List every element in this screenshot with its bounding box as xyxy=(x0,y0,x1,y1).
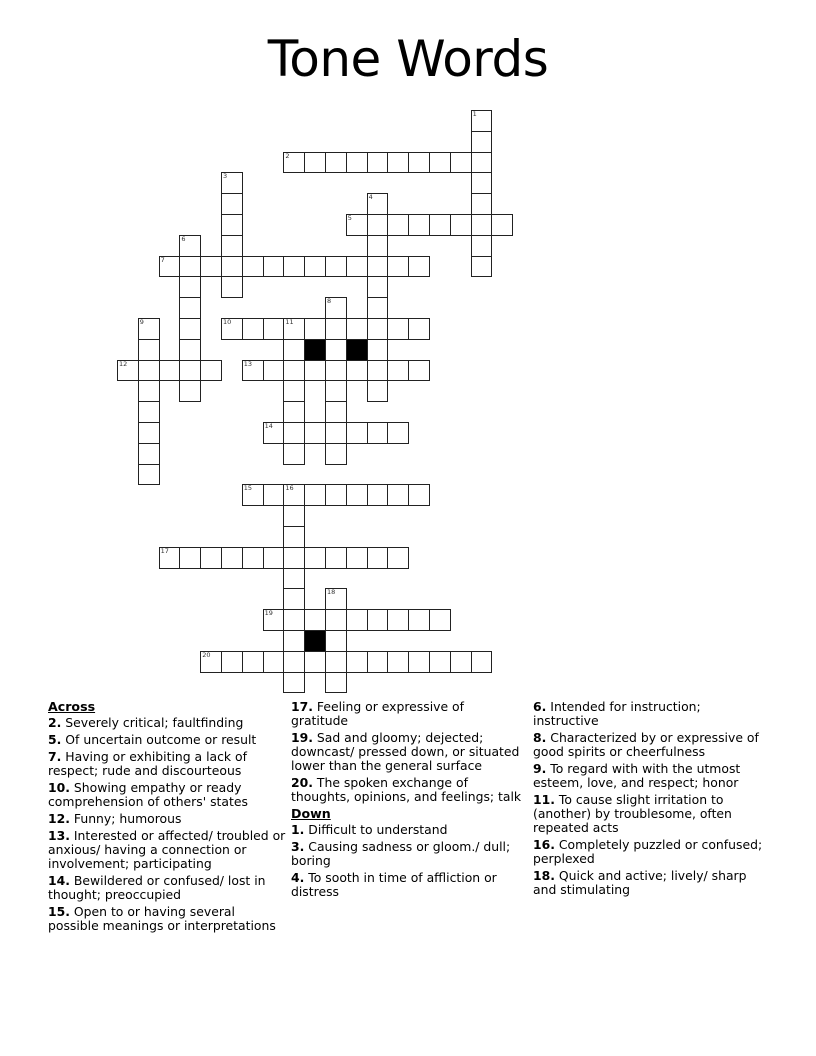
grid-cell[interactable] xyxy=(117,360,139,382)
grid-cell[interactable] xyxy=(138,422,160,444)
grid-cell[interactable] xyxy=(367,360,389,382)
clue-across-20 xyxy=(291,776,523,804)
grid-cell[interactable] xyxy=(408,318,430,340)
clue-number: 3. xyxy=(291,839,305,854)
grid-cell[interactable] xyxy=(367,276,389,298)
clue-down-6 xyxy=(533,700,768,728)
grid-cell[interactable] xyxy=(346,318,368,340)
grid-cell[interactable] xyxy=(283,339,305,361)
clue-number: 16. xyxy=(533,837,555,852)
grid-cell[interactable] xyxy=(346,547,368,569)
grid-cell[interactable] xyxy=(471,256,493,278)
grid-cell[interactable] xyxy=(450,651,472,673)
grid-cell[interactable] xyxy=(304,422,326,444)
clue-number-label: 14 xyxy=(264,422,273,430)
clue-text: The spoken exchange of thoughts, opinions, and feelings; talk xyxy=(291,775,522,804)
grid-cell[interactable] xyxy=(263,609,285,631)
grid-cell[interactable] xyxy=(138,464,160,486)
grid-cell[interactable] xyxy=(242,256,264,278)
page-title: Tone Words xyxy=(267,30,549,88)
grid-cell[interactable] xyxy=(159,547,181,569)
grid-cell[interactable] xyxy=(283,588,305,610)
grid-cell[interactable] xyxy=(304,318,326,340)
clue-down-11 xyxy=(533,793,768,835)
grid-cell[interactable] xyxy=(221,235,243,257)
clue-number-label: 15 xyxy=(243,484,253,493)
grid-cell[interactable] xyxy=(325,256,347,278)
clue-number-label: 7 xyxy=(160,255,165,264)
grid-cell[interactable] xyxy=(346,484,368,506)
grid-cell[interactable] xyxy=(159,360,181,382)
clue-number: 5. xyxy=(48,732,62,747)
grid-cell[interactable] xyxy=(429,609,451,631)
clue-number: 4. xyxy=(291,870,305,885)
grid-cell[interactable] xyxy=(200,256,222,278)
across-heading: Across xyxy=(48,699,96,714)
clue-number: 6. xyxy=(533,699,547,714)
clue-number-label: 12 xyxy=(119,359,128,368)
grid-cell[interactable] xyxy=(283,256,305,278)
clue-number: 18. xyxy=(533,868,555,883)
grid-cell[interactable] xyxy=(387,609,409,631)
grid-cell[interactable] xyxy=(367,235,389,257)
clue-text: Feeling or expressive of gratitude xyxy=(291,699,464,728)
grid-cell[interactable] xyxy=(471,110,493,132)
grid-cell[interactable] xyxy=(283,401,305,423)
grid-cell[interactable] xyxy=(138,318,160,340)
grid-cell[interactable] xyxy=(325,609,347,631)
grid-cell[interactable] xyxy=(242,547,264,569)
grid-cell[interactable] xyxy=(263,547,285,569)
clue-text: Difficult to understand xyxy=(308,822,448,837)
grid-cell[interactable] xyxy=(263,318,285,340)
clue-down-18 xyxy=(533,869,768,897)
grid-cell[interactable] xyxy=(367,380,389,402)
grid-cell[interactable] xyxy=(283,505,305,527)
grid-cell[interactable] xyxy=(367,547,389,569)
grid-cell[interactable] xyxy=(471,131,493,153)
clue-number: 2. xyxy=(48,715,62,730)
clue-down-1 xyxy=(291,823,523,837)
clue-number-label: 10 xyxy=(223,318,232,326)
clue-across-13 xyxy=(48,829,286,871)
clue-text: Having or exhibiting a lack of respect; rude and discourteous xyxy=(48,749,247,778)
grid-cell[interactable] xyxy=(367,256,389,278)
grid-cell[interactable] xyxy=(159,256,181,278)
grid-cell[interactable] xyxy=(283,568,305,590)
clue-down-9 xyxy=(533,762,768,790)
grid-cell[interactable] xyxy=(429,651,451,673)
grid-cell[interactable] xyxy=(408,256,430,278)
clue-number: 10. xyxy=(48,780,70,795)
grid-cell[interactable] xyxy=(367,193,389,215)
grid-cell[interactable] xyxy=(221,651,243,673)
clue-text: Characterized by or expressive of good spirits or cheerfulness xyxy=(533,730,759,759)
clue-number: 20. xyxy=(291,775,313,790)
grid-cell[interactable] xyxy=(200,360,222,382)
clues-column-2 xyxy=(291,700,523,902)
clue-number-label: 9 xyxy=(139,318,144,326)
grid-cell[interactable] xyxy=(200,651,222,673)
grid-cell[interactable] xyxy=(450,152,472,174)
grid-cell[interactable] xyxy=(367,318,389,340)
clue-number-label: 3 xyxy=(223,172,228,181)
grid-cell[interactable] xyxy=(304,152,326,174)
grid-cell[interactable] xyxy=(408,609,430,631)
grid-cell[interactable] xyxy=(346,360,368,382)
grid-cell[interactable] xyxy=(387,360,409,382)
grid-cell[interactable] xyxy=(179,297,201,319)
grid-cell[interactable] xyxy=(200,547,222,569)
clue-text: Severely critical; faultfinding xyxy=(65,715,244,730)
clue-text: To sooth in time of affliction or distress xyxy=(291,870,497,899)
grid-cell[interactable] xyxy=(325,422,347,444)
clue-down-16 xyxy=(533,838,768,866)
clue-across-12 xyxy=(48,812,286,826)
clues-column-3 xyxy=(533,700,768,900)
clue-text: Quick and active; lively/ sharp and stimulating xyxy=(533,868,747,897)
grid-cell[interactable] xyxy=(138,401,160,423)
clue-text: Intended for instruction; instructive xyxy=(533,699,701,728)
clue-number-label: 2 xyxy=(285,151,290,160)
grid-cell[interactable] xyxy=(283,547,305,569)
grid-cell[interactable] xyxy=(471,172,493,194)
grid-cell[interactable] xyxy=(221,172,243,194)
grid-cell[interactable] xyxy=(242,360,264,382)
grid-cell[interactable] xyxy=(429,152,451,174)
grid-cell[interactable] xyxy=(179,547,201,569)
grid-cell[interactable] xyxy=(408,360,430,382)
grid-cell[interactable] xyxy=(471,193,493,215)
grid-cell[interactable] xyxy=(367,297,389,319)
grid-cell[interactable] xyxy=(346,422,368,444)
grid-cell[interactable] xyxy=(221,547,243,569)
clue-text: Interested or affected/ troubled or anxious/ having a connection or involvement; participating xyxy=(48,828,286,871)
grid-cell[interactable] xyxy=(471,651,493,673)
grid-cell[interactable] xyxy=(138,380,160,402)
grid-cell[interactable] xyxy=(325,588,347,610)
grid-cell[interactable] xyxy=(325,297,347,319)
grid-cell[interactable] xyxy=(367,214,389,236)
grid-cell[interactable] xyxy=(408,651,430,673)
clue-across-19 xyxy=(291,731,523,773)
down-heading: Down xyxy=(291,806,331,821)
grid-cell[interactable] xyxy=(367,609,389,631)
grid-cell[interactable] xyxy=(471,214,493,236)
grid-cell[interactable] xyxy=(346,256,368,278)
grid-cell[interactable] xyxy=(325,380,347,402)
grid-cell[interactable] xyxy=(387,484,409,506)
grid-cell[interactable] xyxy=(179,380,201,402)
clue-number: 1. xyxy=(291,822,305,837)
grid-cell[interactable] xyxy=(138,443,160,465)
clue-number: 19. xyxy=(291,730,313,745)
clue-text: To cause slight irritation to (another) by troublesome, often repeated acts xyxy=(533,792,732,835)
clue-down-8 xyxy=(533,731,768,759)
grid-cell[interactable] xyxy=(325,401,347,423)
grid-cell[interactable] xyxy=(283,484,305,506)
grid-cell[interactable] xyxy=(367,651,389,673)
grid-cell[interactable] xyxy=(179,360,201,382)
grid-cell[interactable] xyxy=(283,651,305,673)
grid-cell[interactable] xyxy=(283,526,305,548)
grid-cell[interactable] xyxy=(325,152,347,174)
clue-number: 7. xyxy=(48,749,62,764)
grid-cell[interactable] xyxy=(325,547,347,569)
grid-cell[interactable] xyxy=(283,360,305,382)
grid-cell[interactable] xyxy=(221,318,243,340)
clue-number-label: 6 xyxy=(181,234,186,243)
clue-number-label: 16 xyxy=(285,484,294,493)
grid-cell[interactable] xyxy=(325,443,347,465)
grid-cell[interactable] xyxy=(325,339,347,361)
clue-number: 11. xyxy=(533,792,555,807)
grid-cell[interactable] xyxy=(325,651,347,673)
clues-column-1 xyxy=(48,700,286,936)
clue-number: 14. xyxy=(48,873,70,888)
grid-cell[interactable] xyxy=(138,360,160,382)
grid-cell[interactable] xyxy=(283,672,305,694)
grid-cell[interactable] xyxy=(263,256,285,278)
grid-cell[interactable] xyxy=(283,380,305,402)
grid-cell[interactable] xyxy=(304,256,326,278)
grid-cell[interactable] xyxy=(367,484,389,506)
clue-number-label: 11 xyxy=(285,318,294,326)
clue-number-label: 1 xyxy=(472,110,477,118)
grid-cell[interactable] xyxy=(242,651,264,673)
clue-across-7 xyxy=(48,750,286,778)
grid-cell[interactable] xyxy=(325,630,347,652)
grid-cell[interactable] xyxy=(263,360,285,382)
grid-cell[interactable] xyxy=(242,484,264,506)
clue-text: Showing empathy or ready comprehension of others' states xyxy=(48,780,248,809)
clue-text: Bewildered or confused/ lost in thought; preoccupied xyxy=(48,873,266,902)
grid-cell[interactable] xyxy=(346,609,368,631)
grid-cell[interactable] xyxy=(304,609,326,631)
grid-cell[interactable] xyxy=(346,152,368,174)
clue-number-label: 19 xyxy=(264,609,273,618)
grid-cell[interactable] xyxy=(408,484,430,506)
grid-cell[interactable] xyxy=(263,422,285,444)
grid-cell[interactable] xyxy=(367,422,389,444)
clue-number: 13. xyxy=(48,828,70,843)
grid-cell[interactable] xyxy=(387,318,409,340)
clue-number: 15. xyxy=(48,904,70,919)
grid-cell[interactable] xyxy=(179,276,201,298)
grid-cell[interactable] xyxy=(304,484,326,506)
grid-cell[interactable] xyxy=(429,214,451,236)
clue-across-2 xyxy=(48,716,286,730)
clue-across-14 xyxy=(48,874,286,902)
grid-cell[interactable] xyxy=(179,235,201,257)
black-square xyxy=(304,339,326,361)
grid-cell[interactable] xyxy=(221,193,243,215)
grid-cell[interactable] xyxy=(325,672,347,694)
grid-cell[interactable] xyxy=(387,152,409,174)
grid-cell[interactable] xyxy=(221,256,243,278)
black-square xyxy=(346,339,368,361)
grid-cell[interactable] xyxy=(283,630,305,652)
grid-cell[interactable] xyxy=(346,651,368,673)
clue-number: 17. xyxy=(291,699,313,714)
grid-cell[interactable] xyxy=(367,339,389,361)
clue-text: To regard with with the utmost esteem, love, and respect; honor xyxy=(533,761,741,790)
grid-cell[interactable] xyxy=(263,484,285,506)
grid-cell[interactable] xyxy=(387,256,409,278)
grid-cell[interactable] xyxy=(304,547,326,569)
grid-cell[interactable] xyxy=(408,152,430,174)
grid-cell[interactable] xyxy=(283,152,305,174)
grid-cell[interactable] xyxy=(304,651,326,673)
grid-cell[interactable] xyxy=(283,609,305,631)
grid-cell[interactable] xyxy=(471,152,493,174)
grid-cell[interactable] xyxy=(387,547,409,569)
clue-across-10 xyxy=(48,781,286,809)
grid-cell[interactable] xyxy=(179,318,201,340)
clue-text: Completely puzzled or confused; perplexed xyxy=(533,837,763,866)
grid-cell[interactable] xyxy=(304,360,326,382)
clue-number-label: 8 xyxy=(327,297,332,306)
clue-number-label: 20 xyxy=(202,650,211,659)
grid-cell[interactable] xyxy=(387,651,409,673)
clue-down-4 xyxy=(291,871,523,899)
grid-cell[interactable] xyxy=(491,214,513,236)
grid-cell[interactable] xyxy=(408,214,430,236)
clue-text: Open to or having several possible meanings or interpretations xyxy=(48,904,276,933)
grid-cell[interactable] xyxy=(346,214,368,236)
grid-cell[interactable] xyxy=(387,422,409,444)
clue-across-5 xyxy=(48,733,286,747)
clue-number-label: 4 xyxy=(368,193,373,202)
grid-cell[interactable] xyxy=(387,214,409,236)
clue-number: 8. xyxy=(533,730,547,745)
grid-cell[interactable] xyxy=(283,422,305,444)
clue-text: Sad and gloomy; dejected; downcast/ pressed down, or situated lower than the general surface xyxy=(291,730,520,773)
grid-cell[interactable] xyxy=(221,276,243,298)
clue-text: Funny; humorous xyxy=(73,811,182,826)
clue-number-label: 13 xyxy=(243,359,253,368)
clue-number: 12. xyxy=(48,811,70,826)
grid-cell[interactable] xyxy=(179,339,201,361)
clue-across-17 xyxy=(291,700,523,728)
grid-cell[interactable] xyxy=(325,318,347,340)
clue-number-label: 17 xyxy=(160,546,169,555)
grid-cell[interactable] xyxy=(221,214,243,236)
clue-down-3 xyxy=(291,840,523,868)
grid-cell[interactable] xyxy=(179,256,201,278)
grid-cell[interactable] xyxy=(138,339,160,361)
grid-cell[interactable] xyxy=(283,443,305,465)
black-square xyxy=(304,630,326,652)
grid-cell[interactable] xyxy=(283,318,305,340)
clue-number: 9. xyxy=(533,761,547,776)
grid-cell[interactable] xyxy=(367,152,389,174)
grid-cell[interactable] xyxy=(263,651,285,673)
grid-cell[interactable] xyxy=(471,235,493,257)
clue-across-15 xyxy=(48,905,286,933)
clue-number-label: 18 xyxy=(327,588,336,597)
clue-number-label: 5 xyxy=(347,214,352,222)
grid-cell[interactable] xyxy=(242,318,264,340)
clue-text: Causing sadness or gloom./ dull; boring xyxy=(291,839,511,868)
grid-cell[interactable] xyxy=(325,360,347,382)
grid-cell[interactable] xyxy=(325,484,347,506)
grid-cell[interactable] xyxy=(450,214,472,236)
clue-text: Of uncertain outcome or result xyxy=(65,732,257,747)
